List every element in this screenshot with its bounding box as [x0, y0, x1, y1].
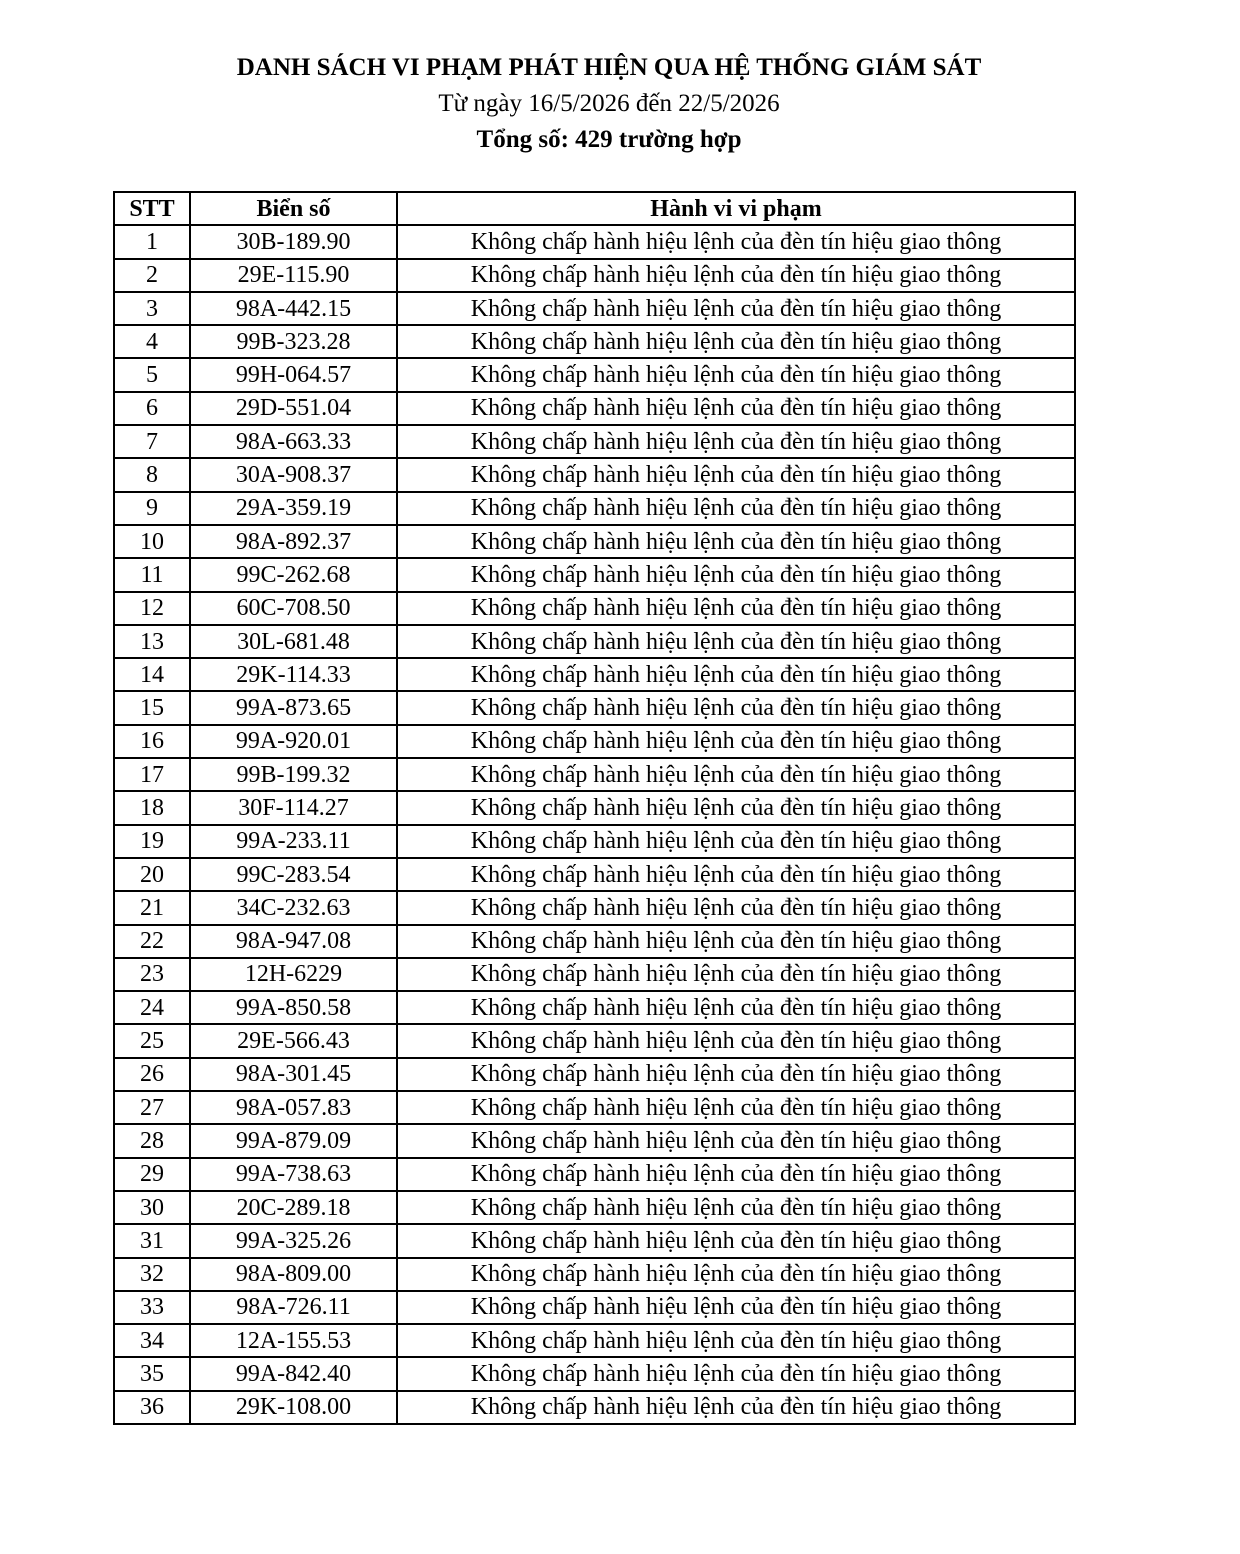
cell-stt: 18	[114, 791, 190, 824]
cell-plate: 99H-064.57	[190, 358, 397, 391]
table-row	[114, 825, 1075, 858]
cell-stt: 12	[114, 592, 190, 625]
cell-stt: 27	[114, 1091, 190, 1124]
table-row	[114, 958, 1075, 991]
cell-stt: 25	[114, 1024, 190, 1057]
cell-stt: 28	[114, 1124, 190, 1157]
column-header-violation: Hành vi vi phạm	[397, 192, 1075, 225]
cell-stt: 30	[114, 1191, 190, 1224]
violations-table	[113, 191, 1076, 1425]
cell-stt: 14	[114, 658, 190, 691]
document-title: DANH SÁCH VI PHẠM PHÁT HIỆN QUA HỆ THỐNG GIÁM SÁT	[236, 54, 982, 81]
cell-violation: Không chấp hành hiệu lệnh của đèn tín hiệu giao thông	[397, 292, 1075, 325]
cell-violation: Không chấp hành hiệu lệnh của đèn tín hiệu giao thông	[397, 858, 1075, 891]
column-header-plate: Biển số	[190, 192, 397, 225]
cell-violation: Không chấp hành hiệu lệnh của đèn tín hiệu giao thông	[397, 891, 1075, 924]
table-row	[114, 758, 1075, 791]
cell-stt: 35	[114, 1357, 190, 1390]
cell-plate: 29K-114.33	[190, 658, 397, 691]
cell-stt: 32	[114, 1258, 190, 1291]
cell-violation: Không chấp hành hiệu lệnh của đèn tín hiệu giao thông	[397, 225, 1075, 258]
cell-stt: 33	[114, 1291, 190, 1324]
cell-plate: 99A-850.58	[190, 991, 397, 1024]
cell-violation: Không chấp hành hiệu lệnh của đèn tín hiệu giao thông	[397, 825, 1075, 858]
table-row	[114, 925, 1075, 958]
cell-plate: 29D-551.04	[190, 392, 397, 425]
cell-stt: 36	[114, 1391, 190, 1424]
cell-violation: Không chấp hành hiệu lệnh của đèn tín hiệu giao thông	[397, 1291, 1075, 1324]
cell-stt: 16	[114, 725, 190, 758]
cell-violation: Không chấp hành hiệu lệnh của đèn tín hiệu giao thông	[397, 1091, 1075, 1124]
cell-plate: 30A-908.37	[190, 458, 397, 491]
table-row	[114, 991, 1075, 1024]
table-row	[114, 525, 1075, 558]
cell-plate: 34C-232.63	[190, 891, 397, 924]
cell-violation: Không chấp hành hiệu lệnh của đèn tín hiệu giao thông	[397, 392, 1075, 425]
table-row	[114, 791, 1075, 824]
cell-plate: 99C-262.68	[190, 558, 397, 591]
cell-violation: Không chấp hành hiệu lệnh của đèn tín hiệu giao thông	[397, 425, 1075, 458]
cell-plate: 99A-920.01	[190, 725, 397, 758]
cell-violation: Không chấp hành hiệu lệnh của đèn tín hiệu giao thông	[397, 358, 1075, 391]
cell-plate: 29A-359.19	[190, 492, 397, 525]
cell-violation: Không chấp hành hiệu lệnh của đèn tín hiệu giao thông	[397, 558, 1075, 591]
cell-stt: 20	[114, 858, 190, 891]
table-row	[114, 1124, 1075, 1157]
cell-violation: Không chấp hành hiệu lệnh của đèn tín hiệu giao thông	[397, 925, 1075, 958]
table-row	[114, 1291, 1075, 1324]
cell-plate: 12A-155.53	[190, 1324, 397, 1357]
cell-violation: Không chấp hành hiệu lệnh của đèn tín hiệu giao thông	[397, 1324, 1075, 1357]
cell-violation: Không chấp hành hiệu lệnh của đèn tín hiệu giao thông	[397, 592, 1075, 625]
cell-stt: 6	[114, 392, 190, 425]
cell-plate: 60C-708.50	[190, 592, 397, 625]
table-row	[114, 725, 1075, 758]
total-count: Tổng số: 429 trường hợp	[476, 126, 742, 153]
table-row	[114, 658, 1075, 691]
table-row	[114, 1324, 1075, 1357]
table-row	[114, 1258, 1075, 1291]
cell-stt: 34	[114, 1324, 190, 1357]
cell-violation: Không chấp hành hiệu lệnh của đèn tín hiệu giao thông	[397, 691, 1075, 724]
cell-violation: Không chấp hành hiệu lệnh của đèn tín hiệu giao thông	[397, 758, 1075, 791]
table-row	[114, 1024, 1075, 1057]
cell-plate: 99A-233.11	[190, 825, 397, 858]
cell-violation: Không chấp hành hiệu lệnh của đèn tín hiệu giao thông	[397, 1191, 1075, 1224]
date-range: Từ ngày 16/5/2026 đến 22/5/2026	[438, 90, 780, 117]
cell-violation: Không chấp hành hiệu lệnh của đèn tín hiệu giao thông	[397, 325, 1075, 358]
cell-stt: 11	[114, 558, 190, 591]
cell-plate: 29E-115.90	[190, 259, 397, 292]
cell-violation: Không chấp hành hiệu lệnh của đèn tín hiệu giao thông	[397, 1391, 1075, 1424]
table-row	[114, 292, 1075, 325]
cell-violation: Không chấp hành hiệu lệnh của đèn tín hiệu giao thông	[397, 1124, 1075, 1157]
cell-stt: 26	[114, 1058, 190, 1091]
cell-plate: 98A-663.33	[190, 425, 397, 458]
cell-stt: 17	[114, 758, 190, 791]
cell-plate: 98A-947.08	[190, 925, 397, 958]
cell-plate: 99A-325.26	[190, 1224, 397, 1257]
cell-violation: Không chấp hành hiệu lệnh của đèn tín hiệu giao thông	[397, 991, 1075, 1024]
cell-stt: 22	[114, 925, 190, 958]
table-row	[114, 392, 1075, 425]
cell-plate: 99B-199.32	[190, 758, 397, 791]
cell-plate: 99A-873.65	[190, 691, 397, 724]
cell-plate: 98A-809.00	[190, 1258, 397, 1291]
cell-violation: Không chấp hành hiệu lệnh của đèn tín hiệu giao thông	[397, 1224, 1075, 1257]
table-row	[114, 1224, 1075, 1257]
document-header	[0, 50, 1218, 158]
cell-violation: Không chấp hành hiệu lệnh của đèn tín hiệu giao thông	[397, 525, 1075, 558]
table-row	[114, 592, 1075, 625]
cell-plate: 99A-738.63	[190, 1158, 397, 1191]
table-body	[114, 225, 1075, 1424]
cell-stt: 29	[114, 1158, 190, 1191]
table-row	[114, 1091, 1075, 1124]
cell-stt: 24	[114, 991, 190, 1024]
cell-stt: 21	[114, 891, 190, 924]
table-row	[114, 225, 1075, 258]
cell-violation: Không chấp hành hiệu lệnh của đèn tín hiệu giao thông	[397, 492, 1075, 525]
table-row	[114, 891, 1075, 924]
cell-plate: 99A-842.40	[190, 1357, 397, 1390]
table-row	[114, 458, 1075, 491]
cell-violation: Không chấp hành hiệu lệnh của đèn tín hiệu giao thông	[397, 1024, 1075, 1057]
cell-violation: Không chấp hành hiệu lệnh của đèn tín hiệu giao thông	[397, 1058, 1075, 1091]
cell-plate: 30F-114.27	[190, 791, 397, 824]
cell-plate: 98A-301.45	[190, 1058, 397, 1091]
cell-violation: Không chấp hành hiệu lệnh của đèn tín hiệu giao thông	[397, 791, 1075, 824]
table-row	[114, 1191, 1075, 1224]
cell-plate: 98A-892.37	[190, 525, 397, 558]
cell-violation: Không chấp hành hiệu lệnh của đèn tín hiệu giao thông	[397, 458, 1075, 491]
table-row	[114, 259, 1075, 292]
cell-plate: 98A-057.83	[190, 1091, 397, 1124]
table-row	[114, 1357, 1075, 1390]
cell-plate: 98A-726.11	[190, 1291, 397, 1324]
cell-plate: 12H-6229	[190, 958, 397, 991]
cell-stt: 1	[114, 225, 190, 258]
table-row	[114, 492, 1075, 525]
cell-violation: Không chấp hành hiệu lệnh của đèn tín hiệu giao thông	[397, 725, 1075, 758]
cell-stt: 23	[114, 958, 190, 991]
table-row	[114, 358, 1075, 391]
cell-stt: 9	[114, 492, 190, 525]
cell-plate: 30B-189.90	[190, 225, 397, 258]
table-row	[114, 1058, 1075, 1091]
cell-stt: 4	[114, 325, 190, 358]
cell-plate: 20C-289.18	[190, 1191, 397, 1224]
table-row	[114, 425, 1075, 458]
column-header-stt: STT	[114, 192, 190, 225]
table-row	[114, 1158, 1075, 1191]
cell-plate: 99C-283.54	[190, 858, 397, 891]
cell-stt: 15	[114, 691, 190, 724]
cell-stt: 13	[114, 625, 190, 658]
cell-violation: Không chấp hành hiệu lệnh của đèn tín hiệu giao thông	[397, 625, 1075, 658]
cell-plate: 99A-879.09	[190, 1124, 397, 1157]
cell-plate: 29K-108.00	[190, 1391, 397, 1424]
cell-stt: 31	[114, 1224, 190, 1257]
cell-stt: 3	[114, 292, 190, 325]
table-row	[114, 625, 1075, 658]
cell-plate: 98A-442.15	[190, 292, 397, 325]
cell-violation: Không chấp hành hiệu lệnh của đèn tín hiệu giao thông	[397, 958, 1075, 991]
table-row	[114, 558, 1075, 591]
cell-stt: 10	[114, 525, 190, 558]
cell-violation: Không chấp hành hiệu lệnh của đèn tín hiệu giao thông	[397, 1357, 1075, 1390]
cell-plate: 29E-566.43	[190, 1024, 397, 1057]
table-row	[114, 858, 1075, 891]
cell-plate: 30L-681.48	[190, 625, 397, 658]
cell-stt: 7	[114, 425, 190, 458]
cell-stt: 19	[114, 825, 190, 858]
cell-stt: 5	[114, 358, 190, 391]
cell-violation: Không chấp hành hiệu lệnh của đèn tín hiệu giao thông	[397, 1158, 1075, 1191]
cell-plate: 99B-323.28	[190, 325, 397, 358]
table-header-row	[114, 192, 1075, 225]
cell-violation: Không chấp hành hiệu lệnh của đèn tín hiệu giao thông	[397, 658, 1075, 691]
cell-violation: Không chấp hành hiệu lệnh của đèn tín hiệu giao thông	[397, 1258, 1075, 1291]
cell-stt: 2	[114, 259, 190, 292]
table-row	[114, 691, 1075, 724]
table-row	[114, 325, 1075, 358]
cell-violation: Không chấp hành hiệu lệnh của đèn tín hiệu giao thông	[397, 259, 1075, 292]
table-row	[114, 1391, 1075, 1424]
cell-stt: 8	[114, 458, 190, 491]
